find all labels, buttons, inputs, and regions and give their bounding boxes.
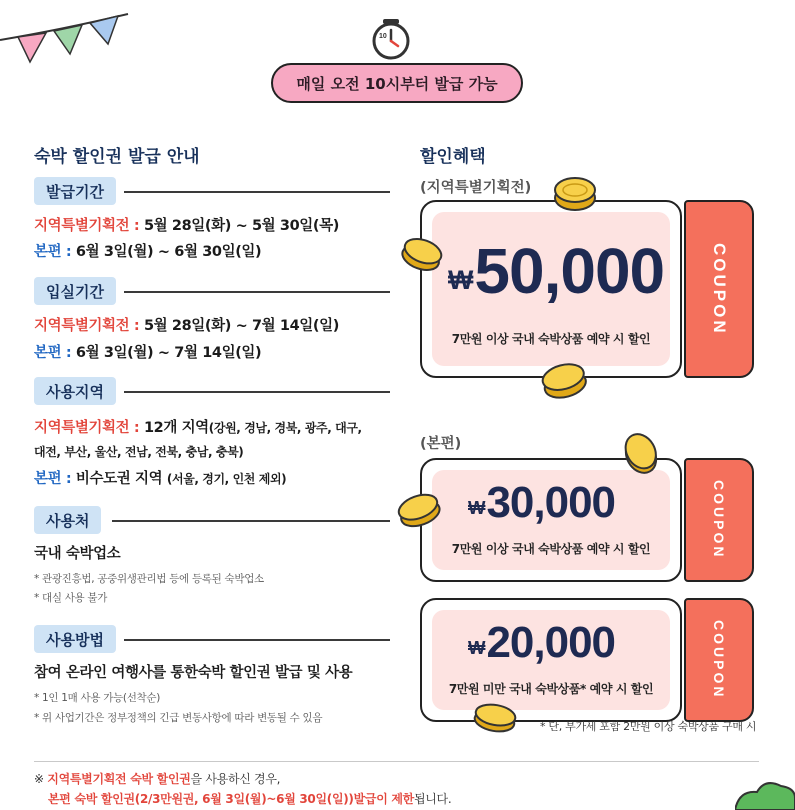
place-note-1: * 관광진흥법, 공중위생관리법 등에 등록된 숙박업소 bbox=[34, 573, 264, 585]
checkin-main-row: 본편 : 6월 3일(월) ~ 7월 14일(일) bbox=[34, 345, 262, 361]
footer-divider bbox=[34, 761, 759, 762]
tag-issue-period: 발급기간 bbox=[34, 177, 116, 205]
banner-pill bbox=[271, 63, 523, 103]
footer-line-2: 본편 숙박 할인권(2/3만원권, 6월 3일(월)~6월 30일(일))발급이 제한됩니다. bbox=[48, 792, 452, 806]
region-special-row-2: 대전, 부산, 울산, 전남, 전북, 충남, 충북) bbox=[34, 445, 244, 459]
tag-place: 사용처 bbox=[34, 506, 101, 534]
coupon-amount: ₩30,000 bbox=[468, 478, 616, 527]
tag-method: 사용방법 bbox=[34, 625, 116, 653]
coupon-stub: COUPON bbox=[684, 458, 754, 582]
group-special-heading: (지역특별기획전) bbox=[420, 180, 532, 196]
section-divider bbox=[124, 391, 390, 393]
issue-special-row: 지역특별기획전 : 5월 28일(화) ~ 5월 30일(목) bbox=[34, 218, 339, 234]
group-main-heading: (본편) bbox=[420, 436, 462, 452]
coupon-condition: 7만원 이상 국내 숙박상품 예약 시 할인 bbox=[451, 542, 651, 556]
right-title: 할인혜택 bbox=[420, 147, 486, 167]
section-divider bbox=[124, 639, 390, 641]
checkin-special-row: 지역특별기획전 : 5월 28일(화) ~ 7월 14일(일) bbox=[34, 318, 339, 334]
coin-icon bbox=[540, 358, 588, 402]
section-divider bbox=[124, 191, 390, 193]
coupon-amount: ₩20,000 bbox=[468, 618, 616, 667]
method-note-2: * 위 사업기간은 정부정책의 긴급 변동사항에 따라 변동될 수 있음 bbox=[34, 712, 323, 724]
bunting-decoration bbox=[0, 0, 130, 72]
method-main: 참여 온라인 여행사를 통한숙박 할인권 발급 및 사용 bbox=[34, 665, 353, 681]
coupon-50000 bbox=[420, 200, 682, 378]
tag-checkin-period: 입실기간 bbox=[34, 277, 116, 305]
section-divider bbox=[124, 291, 390, 293]
region-special-row: 지역특별기획전 : 12개 지역(강원, 경남, 경북, 광주, 대구, bbox=[34, 420, 362, 436]
method-note-1: * 1인 1매 사용 가능(선착순) bbox=[34, 692, 161, 704]
coupon-condition: 7만원 이상 국내 숙박상품 예약 시 할인 bbox=[451, 332, 651, 346]
banner-text: 매일 오전 10시부터 발급 가능 bbox=[296, 74, 498, 93]
clock-icon bbox=[370, 18, 412, 60]
coin-icon bbox=[400, 234, 444, 274]
coupon-30000 bbox=[420, 458, 682, 582]
issue-main-row: 본편 : 6월 3일(월) ~ 6월 30일(일) bbox=[34, 244, 262, 260]
clock-label: 10 bbox=[379, 33, 387, 40]
coin-icon bbox=[552, 172, 598, 214]
coupon-amount: ₩50,000 bbox=[448, 235, 665, 307]
region-main-row: 본편 : 비수도권 지역 (서울, 경기, 인천 제외) bbox=[34, 471, 287, 487]
bush-decoration bbox=[735, 778, 795, 810]
coupon-20000 bbox=[420, 598, 682, 722]
coin-icon bbox=[396, 490, 442, 530]
footer-line-1: ※ 지역특별기획전 숙박 할인권을 사용하신 경우, bbox=[34, 772, 281, 786]
place-note-2: * 대실 사용 불가 bbox=[34, 592, 108, 604]
coupon-stub: COUPON bbox=[684, 200, 754, 378]
coupon-footnote: * 단, 부가세 포함 2만원 이상 숙박상품 구매 시 bbox=[540, 720, 757, 733]
coupon-stub: COUPON bbox=[684, 598, 754, 722]
coin-icon bbox=[472, 700, 518, 736]
section-divider bbox=[112, 520, 390, 522]
left-title: 숙박 할인권 발급 안내 bbox=[34, 147, 200, 167]
place-main: 국내 숙박업소 bbox=[34, 546, 121, 562]
coin-icon bbox=[620, 432, 660, 476]
tag-region: 사용지역 bbox=[34, 377, 116, 405]
coupon-condition: 7만원 미만 국내 숙박상품* 예약 시 할인 bbox=[448, 682, 654, 696]
